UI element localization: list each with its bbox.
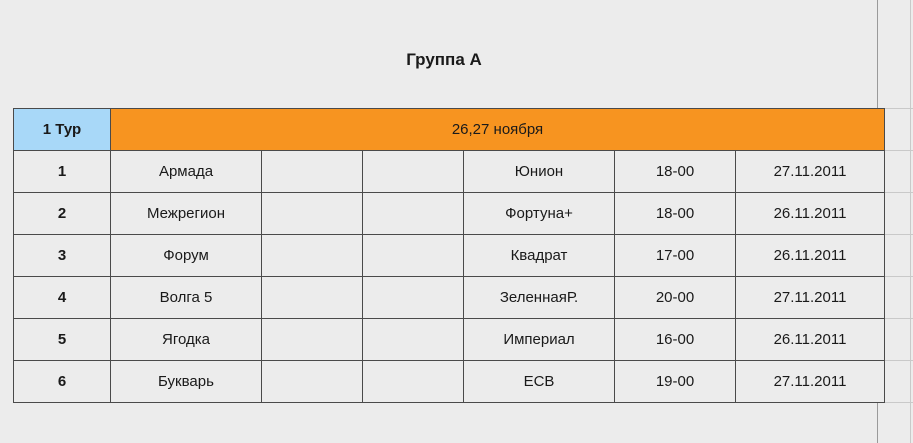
match-number: 6 (14, 361, 111, 403)
home-score (262, 277, 363, 319)
away-team: Юнион (464, 151, 615, 193)
table-row (14, 361, 885, 403)
match-time: 19-00 (615, 361, 736, 403)
home-team: Межрегион (111, 193, 262, 235)
away-score (363, 151, 464, 193)
home-team: Ягодка (111, 319, 262, 361)
home-team: Букварь (111, 361, 262, 403)
away-team: Квадрат (464, 235, 615, 277)
table-row (14, 235, 885, 277)
home-score (262, 319, 363, 361)
match-number: 5 (14, 319, 111, 361)
away-team: Фортуна+ (464, 193, 615, 235)
match-time: 17-00 (615, 235, 736, 277)
away-score (363, 235, 464, 277)
match-date: 26.11.2011 (736, 193, 885, 235)
home-team: Волга 5 (111, 277, 262, 319)
away-team: Империал (464, 319, 615, 361)
match-date: 26.11.2011 (736, 319, 885, 361)
table-row (14, 193, 885, 235)
match-time: 18-00 (615, 151, 736, 193)
match-date: 27.11.2011 (736, 151, 885, 193)
match-number: 3 (14, 235, 111, 277)
match-time: 16-00 (615, 319, 736, 361)
match-time: 18-00 (615, 193, 736, 235)
home-team: Армада (111, 151, 262, 193)
table-row (14, 277, 885, 319)
table-row (14, 151, 885, 193)
tour-header-row (14, 109, 885, 151)
away-team: ЕСВ (464, 361, 615, 403)
sheet-outer-border (910, 0, 911, 443)
page-title: Группа А (406, 50, 482, 69)
match-number: 4 (14, 277, 111, 319)
home-score (262, 361, 363, 403)
away-score (363, 193, 464, 235)
match-number: 1 (14, 151, 111, 193)
home-score (262, 193, 363, 235)
match-number: 2 (14, 193, 111, 235)
match-time: 20-00 (615, 277, 736, 319)
home-score (262, 151, 363, 193)
home-score (262, 235, 363, 277)
match-date: 27.11.2011 (736, 277, 885, 319)
home-team: Форум (111, 235, 262, 277)
match-date: 26.11.2011 (736, 235, 885, 277)
table-row (14, 319, 885, 361)
match-date: 27.11.2011 (736, 361, 885, 403)
tour-dates-banner: 26,27 ноября (111, 109, 885, 151)
away-team: ЗеленнаяР. (464, 277, 615, 319)
tour-badge: 1 Тур (14, 109, 111, 151)
away-score (363, 277, 464, 319)
away-score (363, 319, 464, 361)
away-score (363, 361, 464, 403)
schedule-table (13, 108, 885, 403)
